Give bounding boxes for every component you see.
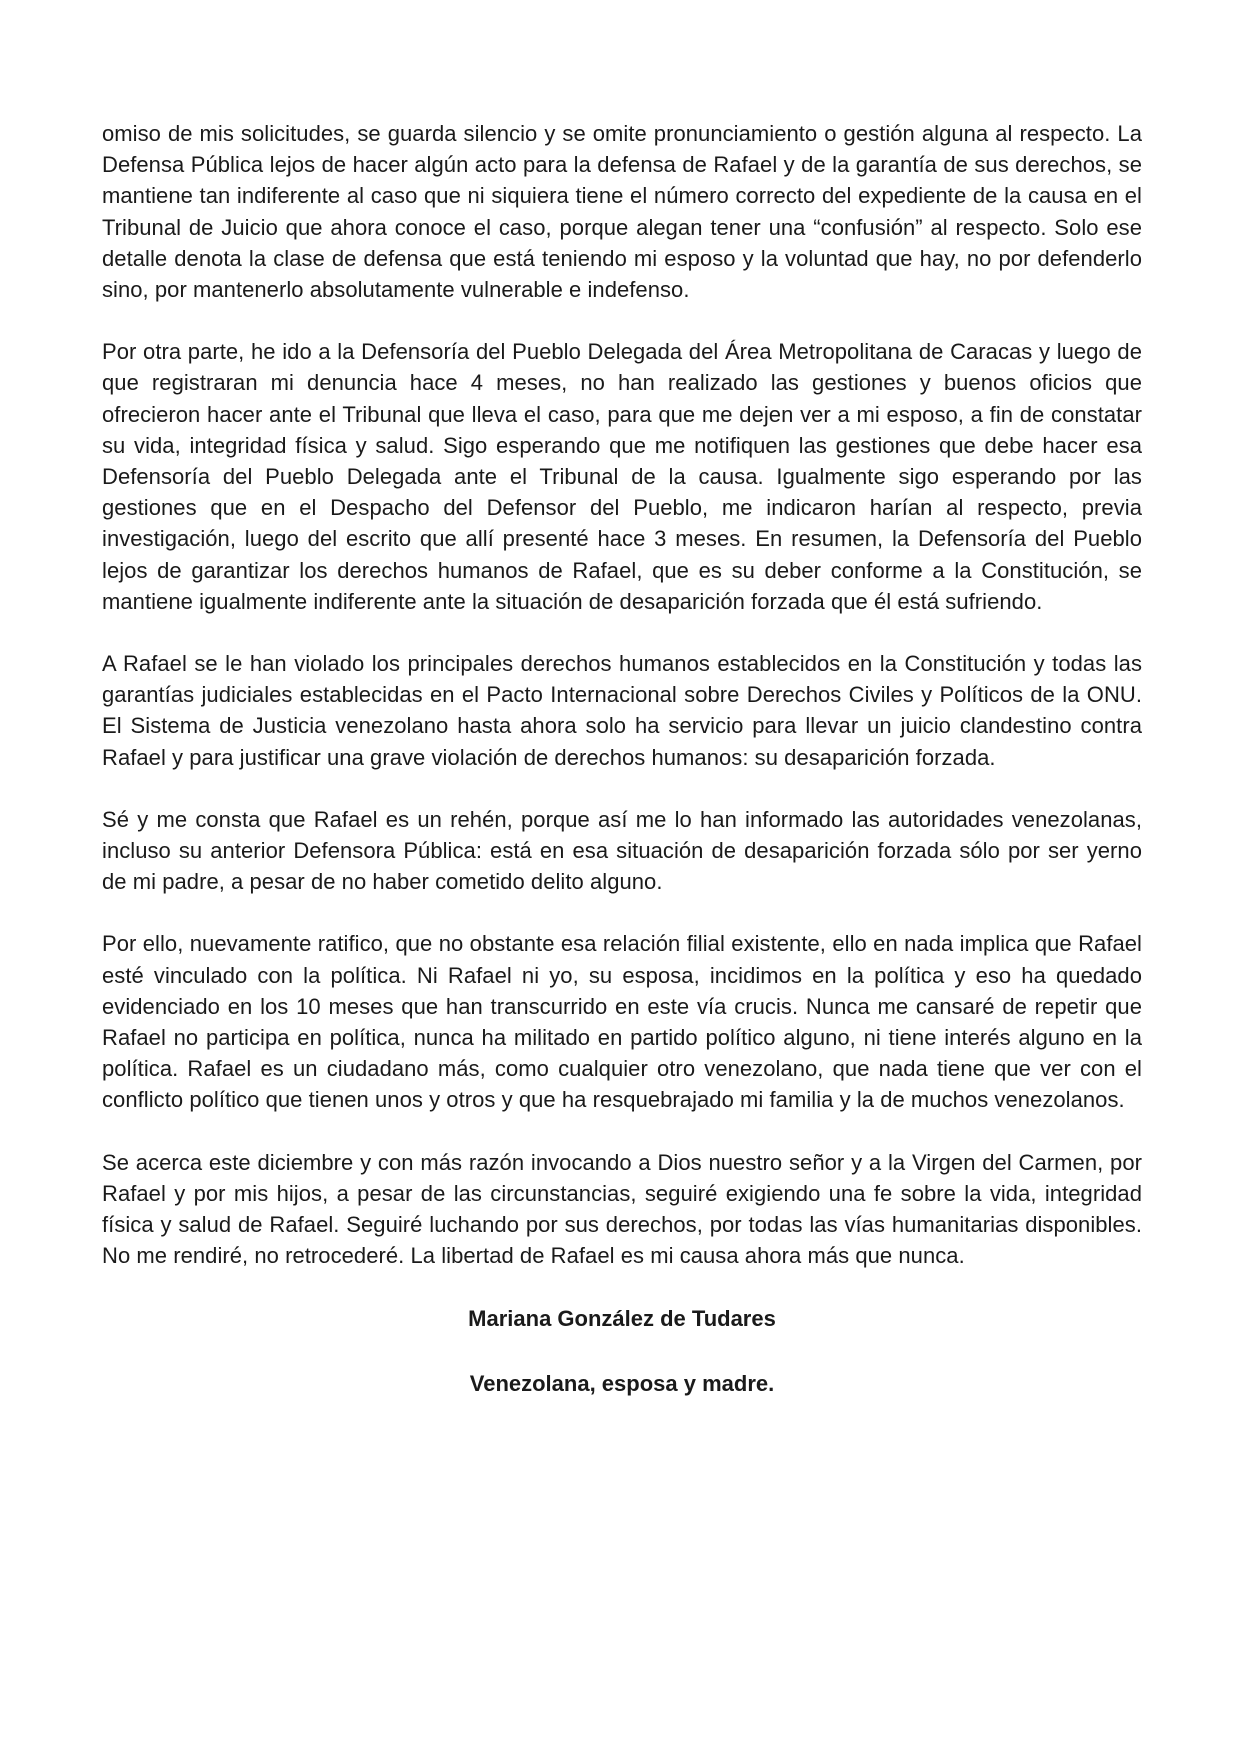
paragraph-5: Por ello, nuevamente ratifico, que no obstante esa relación filial existente, ello en nada implica que Rafael esté vinculado con la política. Ni Rafael ni yo, su esposa, incidimos en la política y eso ha quedado evidenciado en los 10 meses que han transcurrido en este vía crucis. Nunca me cansaré de repetir que Rafael no participa en política, nunca ha militado en partido político alguno, ni tiene interés alguno en la política. Rafael es un ciudadano más, como cualquier otro venezolano, que nada tiene que ver con el conflicto político que tienen unos y otros y que ha resquebrajado mi familia y la de muchos venezolanos.	[102, 931, 1142, 1113]
signature-role: Venezolana, esposa y madre.	[469, 1370, 775, 1396]
paragraph-2: Por otra parte, he ido a la Defensoría del Pueblo Delegada del Área Metropolitana de Caracas y luego de que registraran mi denuncia hace 4 meses, no han realizado las gestiones y buenos oficios que ofrecieron hacer ante el Tribunal que lleva el caso, para que me dejen ver a mi esposo, a fin de constatar su vida, integridad física y salud. Sigo esperando que me notifiquen las gestiones que debe hacer esa Defensoría del Pueblo Delegada ante el Tribunal de la causa. Igualmente sigo esperando por las gestiones que en el Despacho del Defensor del Pueblo, me indicaron harían al respecto, previa investigación, luego del escrito que allí presenté hace 3 meses. En resumen, la Defensoría del Pueblo lejos de garantizar los derechos humanos de Rafael, que es su deber conforme a la Constitución, se mantiene igualmente indiferente ante la situación de desaparición forzada que él está sufriendo.	[102, 339, 1142, 614]
paragraph-3: A Rafael se le han violado los principales derechos humanos establecidos en la Constitución y todas las garantías judiciales establecidas en el Pacto Internacional sobre Derechos Civiles y Políticos de la ONU. El Sistema de Justicia venezolano hasta ahora solo ha servicio para llevar un juicio clandestino contra Rafael y para justificar una grave violación de derechos humanos: su desaparición forzada.	[102, 651, 1142, 770]
paragraph-4: Sé y me consta que Rafael es un rehén, porque así me lo han informado las autoridades venezolanas, incluso su anterior Defensora Pública: está en esa situación de desaparición forzada sólo por ser yerno de mi padre, a pesar de no haber cometido delito alguno.	[102, 806, 1142, 895]
paragraph-6: Se acerca este diciembre y con más razón invocando a Dios nuestro señor y a la Virgen del Carmen, por Rafael y por mis hijos, a pesar de las circunstancias, seguiré exigiendo una fe sobre la vida, integridad física y salud de Rafael. Seguiré luchando por sus derechos, por todas las vías humanitarias disponibles. No me rendiré, no retrocederé. La libertad de Rafael es mi causa ahora más que nunca.	[102, 1149, 1142, 1269]
paragraph-1: omiso de mis solicitudes, se guarda silencio y se omite pronunciamiento o gestión alguna al respecto. La Defensa Pública lejos de hacer algún acto para la defensa de Rafael y de la garantía de sus derechos, se mantiene tan indiferente al caso que ni siquiera tiene el número correcto del expediente de la causa en el Tribunal de Juicio que ahora conoce el caso, porque alegan tener una “confusión” al respecto. Solo ese detalle denota la clase de defensa que está teniendo mi esposo y la voluntad que hay, no por defenderlo sino, por mantenerlo absolutamente vulnerable e indefenso.	[102, 121, 1142, 303]
document-page	[102, 118, 1142, 1399]
signature-name: Mariana González de Tudares	[468, 1305, 776, 1331]
